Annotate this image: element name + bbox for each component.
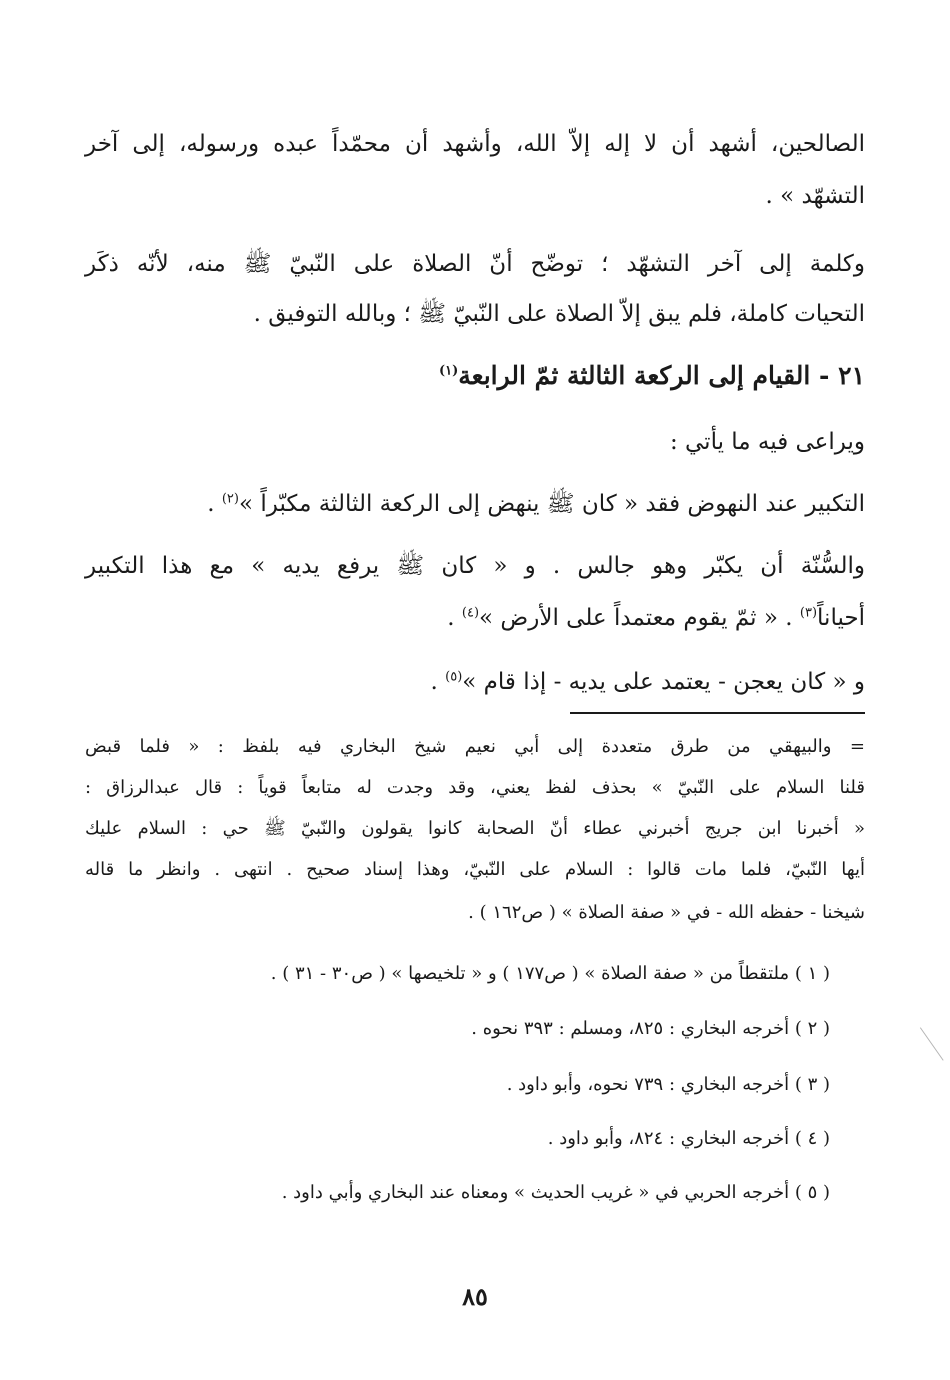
scan-margin-mark: [920, 1019, 950, 1060]
heading-text: ٢١ - القيام إلى الركعة الثالثة ثمّ الرابعة: [458, 361, 865, 390]
paragraph-line: والسُّنّة أن يكبّر وهو جالس . و « كان ﷺ يرفع يديه » مع هذا التكبير: [85, 553, 866, 579]
footnote-continuation-line: = والبيهقي من طرق متعددة إلى أبي نعيم شيخ البخاري فيه بلفظ : « فلما قبض: [85, 736, 865, 757]
paragraph-line: [85, 598, 865, 638]
footnote-separator: [570, 712, 865, 714]
footnote-ref: (٣): [799, 605, 818, 621]
footnote-ref: (١): [438, 363, 459, 379]
section-heading: [85, 356, 865, 396]
footnote-ref: (٢): [221, 491, 239, 507]
footnote-continuation-line: أيها النّبيّ، فلما مات قالوا : السلام على النّبيّ، وهذا إسناد صحيح . انتهى . وانظر ما قاله: [85, 859, 865, 880]
paragraph-line: [85, 484, 865, 524]
paragraph-line: ويراعى فيه ما يأتي :: [669, 429, 865, 455]
paragraph-line: وكلمة إلى آخر التشهّد ؛ توضّح أنّ الصلاة على النّبيّ ﷺ منه، لأنّه ذكَر: [85, 251, 865, 277]
footnote-5: ( ٥ ) أخرجه الحربي في « غريب الحديث » ومعناه عند البخاري وأبي داود .: [281, 1182, 830, 1203]
paragraph-line: التشهّد » .: [765, 183, 865, 209]
paragraph-line: التحيات كاملة، فلم يبق إلاّ الصلاة على النّبيّ ﷺ ؛ وبالله التوفيق .: [253, 301, 865, 327]
paragraph-line: الصالحين، أشهد أن لا إله إلاّ الله، وأشهد أن محمّداً عبده ورسوله، إلى آخر: [85, 131, 865, 157]
page-number: ٨٥: [462, 1282, 488, 1311]
footnote-1: ( ١ ) ملتقطاً من « صفة الصلاة » ( ص١٧٧ ) و « تلخيصها » ( ص٣٠ - ٣١ ) .: [270, 963, 830, 984]
paragraph-text: أحياناً: [817, 605, 865, 631]
footnote-ref: (٥): [445, 669, 463, 685]
footnote-2: ( ٢ ) أخرجه البخاري : ٨٢٥، ومسلم : ٣٩٣ نحوه .: [471, 1018, 830, 1039]
footnote-continuation-line: شيخنا - حفظه الله - في « صفة الصلاة » ( ص١٦٢ ) .: [468, 902, 865, 923]
footnote-4: ( ٤ ) أخرجه البخاري : ٨٢٤، وأبو داود .: [547, 1128, 830, 1149]
footnote-ref: (٤): [461, 605, 480, 621]
paragraph-line: [85, 662, 865, 702]
punctuation: .: [447, 605, 462, 631]
footnote-continuation-line: قلنا السلام على النّبيّ » بحذف لفظ يعني، وقد وجدت له متابعاً قوياً : قال عبدالرزاق :: [85, 777, 865, 798]
paragraph-text: التكبير عند النهوض فقد « كان ﷺ ينهض إلى الركعة الثالثة مكبّراً »: [238, 491, 865, 517]
footnote-3: ( ٣ ) أخرجه البخاري : ٧٣٩ نحوه، وأبو داود .: [506, 1074, 830, 1095]
paragraph-text: . « ثمّ يقوم معتمداً على الأرض »: [479, 605, 800, 631]
footnote-continuation-line: « أخبرنا ابن جريج أخبرني عطاء أنّ الصحابة كانوا يقولون والنّبيّ ﷺ حي : السلام عليك: [85, 818, 865, 839]
paragraph-text: و « كان يعجن - يعتمد على يديه - إذا قام »: [462, 669, 865, 695]
punctuation: .: [207, 491, 222, 517]
punctuation: .: [430, 669, 446, 695]
